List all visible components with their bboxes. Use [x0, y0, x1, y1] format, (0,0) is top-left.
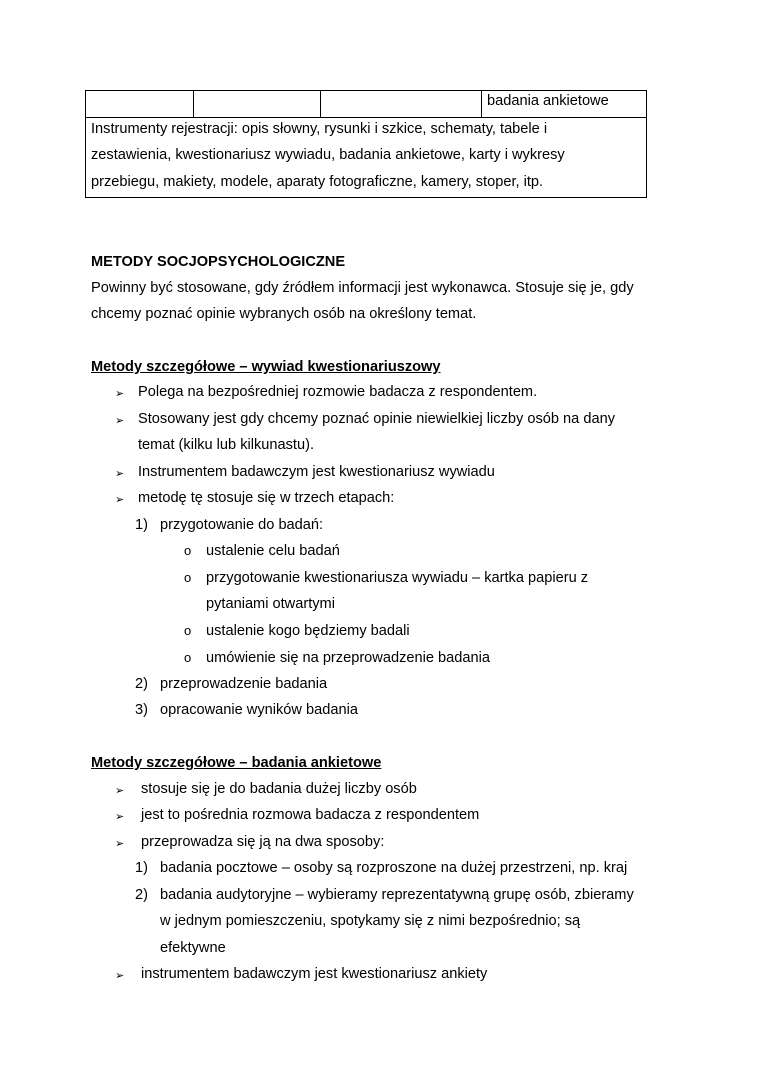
list-item: Polega na bezpośredniej rozmowie badacza z respondentem. [138, 384, 538, 400]
bullet-arrow-icon: ➢ [115, 415, 125, 427]
list-item: metodę tę stosuje się w trzech etapach: [138, 490, 395, 506]
list-item: Instrumentem badawczym jest kwestionariusz wywiadu [138, 464, 495, 480]
table-cell-line: Instrumenty rejestracji: opis słowny, rysunki i szkice, schematy, tabele i [91, 121, 548, 137]
list-item: przeprowadza się ją na dwa sposoby: [141, 834, 385, 850]
list-item-continuation: temat (kilku lub kilkunastu). [138, 437, 315, 453]
list-item: opracowanie wyników badania [160, 702, 358, 718]
sub-list-item: umówienie się na przeprowadzenie badania [206, 650, 490, 666]
list-item: jest to pośrednia rozmowa badacza z respondentem [141, 807, 480, 823]
list-item-continuation: efektywne [160, 940, 226, 956]
bullet-arrow-icon: ➢ [115, 468, 125, 480]
bullet-arrow-icon: ➢ [115, 838, 125, 850]
list-number: 1) [135, 860, 148, 876]
bullet-arrow-icon: ➢ [115, 811, 125, 823]
section-heading: METODY SOCJOPSYCHOLOGICZNE [91, 254, 346, 270]
table-cell-line: zestawienia, kwestionariusz wywiadu, badania ankietowe, karty i wykresy [91, 147, 565, 163]
bullet-arrow-icon: ➢ [115, 970, 125, 982]
sub-list-item: ustalenie celu badań [206, 543, 340, 559]
sub-list-item-continuation: pytaniami otwartymi [206, 596, 335, 612]
list-item: instrumentem badawczym jest kwestionariusz ankiety [141, 966, 488, 982]
list-item: przeprowadzenie badania [160, 676, 328, 692]
bullet-circle-icon: o [184, 623, 192, 638]
list-item: stosuje się je do badania dużej liczby osób [141, 781, 417, 797]
sub-list-item: przygotowanie kwestionariusza wywiadu – kartka papieru z [206, 570, 589, 586]
list-item: badania pocztowe – osoby są rozproszone na dużej przestrzeni, np. kraj [160, 860, 628, 876]
bullet-circle-icon: o [184, 650, 192, 665]
section-heading: Metody szczegółowe – badania ankietowe [91, 755, 382, 771]
list-number: 1) [135, 517, 148, 533]
bullet-arrow-icon: ➢ [115, 494, 125, 506]
bullet-arrow-icon: ➢ [115, 388, 125, 400]
list-number: 2) [135, 887, 148, 903]
list-item: przygotowanie do badań: [160, 517, 324, 533]
table-cell-line: przebiegu, makiety, modele, aparaty fotograficzne, kamery, stoper, itp. [91, 174, 544, 190]
section-heading: Metody szczegółowe – wywiad kwestionariuszowy [91, 359, 441, 375]
paragraph-line: Powinny być stosowane, gdy źródłem informacji jest wykonawca. Stosuje się je, gdy [91, 280, 634, 296]
bullet-arrow-icon: ➢ [115, 785, 125, 797]
bullet-circle-icon: o [184, 543, 192, 558]
list-item-continuation: w jednym pomieszczeniu, spotykamy się z nimi bezpośrednio; są [160, 913, 581, 929]
table-cell: badania ankietowe [487, 93, 609, 109]
list-number: 3) [135, 702, 148, 718]
list-item: badania audytoryjne – wybieramy reprezentatywną grupę osób, zbieramy [160, 887, 634, 903]
list-number: 2) [135, 676, 148, 692]
sub-list-item: ustalenie kogo będziemy badali [206, 623, 410, 639]
paragraph-line: chcemy poznać opinie wybranych osób na określony temat. [91, 306, 477, 322]
bullet-circle-icon: o [184, 570, 192, 585]
list-item: Stosowany jest gdy chcemy poznać opinie niewielkiej liczby osób na dany [138, 411, 615, 427]
